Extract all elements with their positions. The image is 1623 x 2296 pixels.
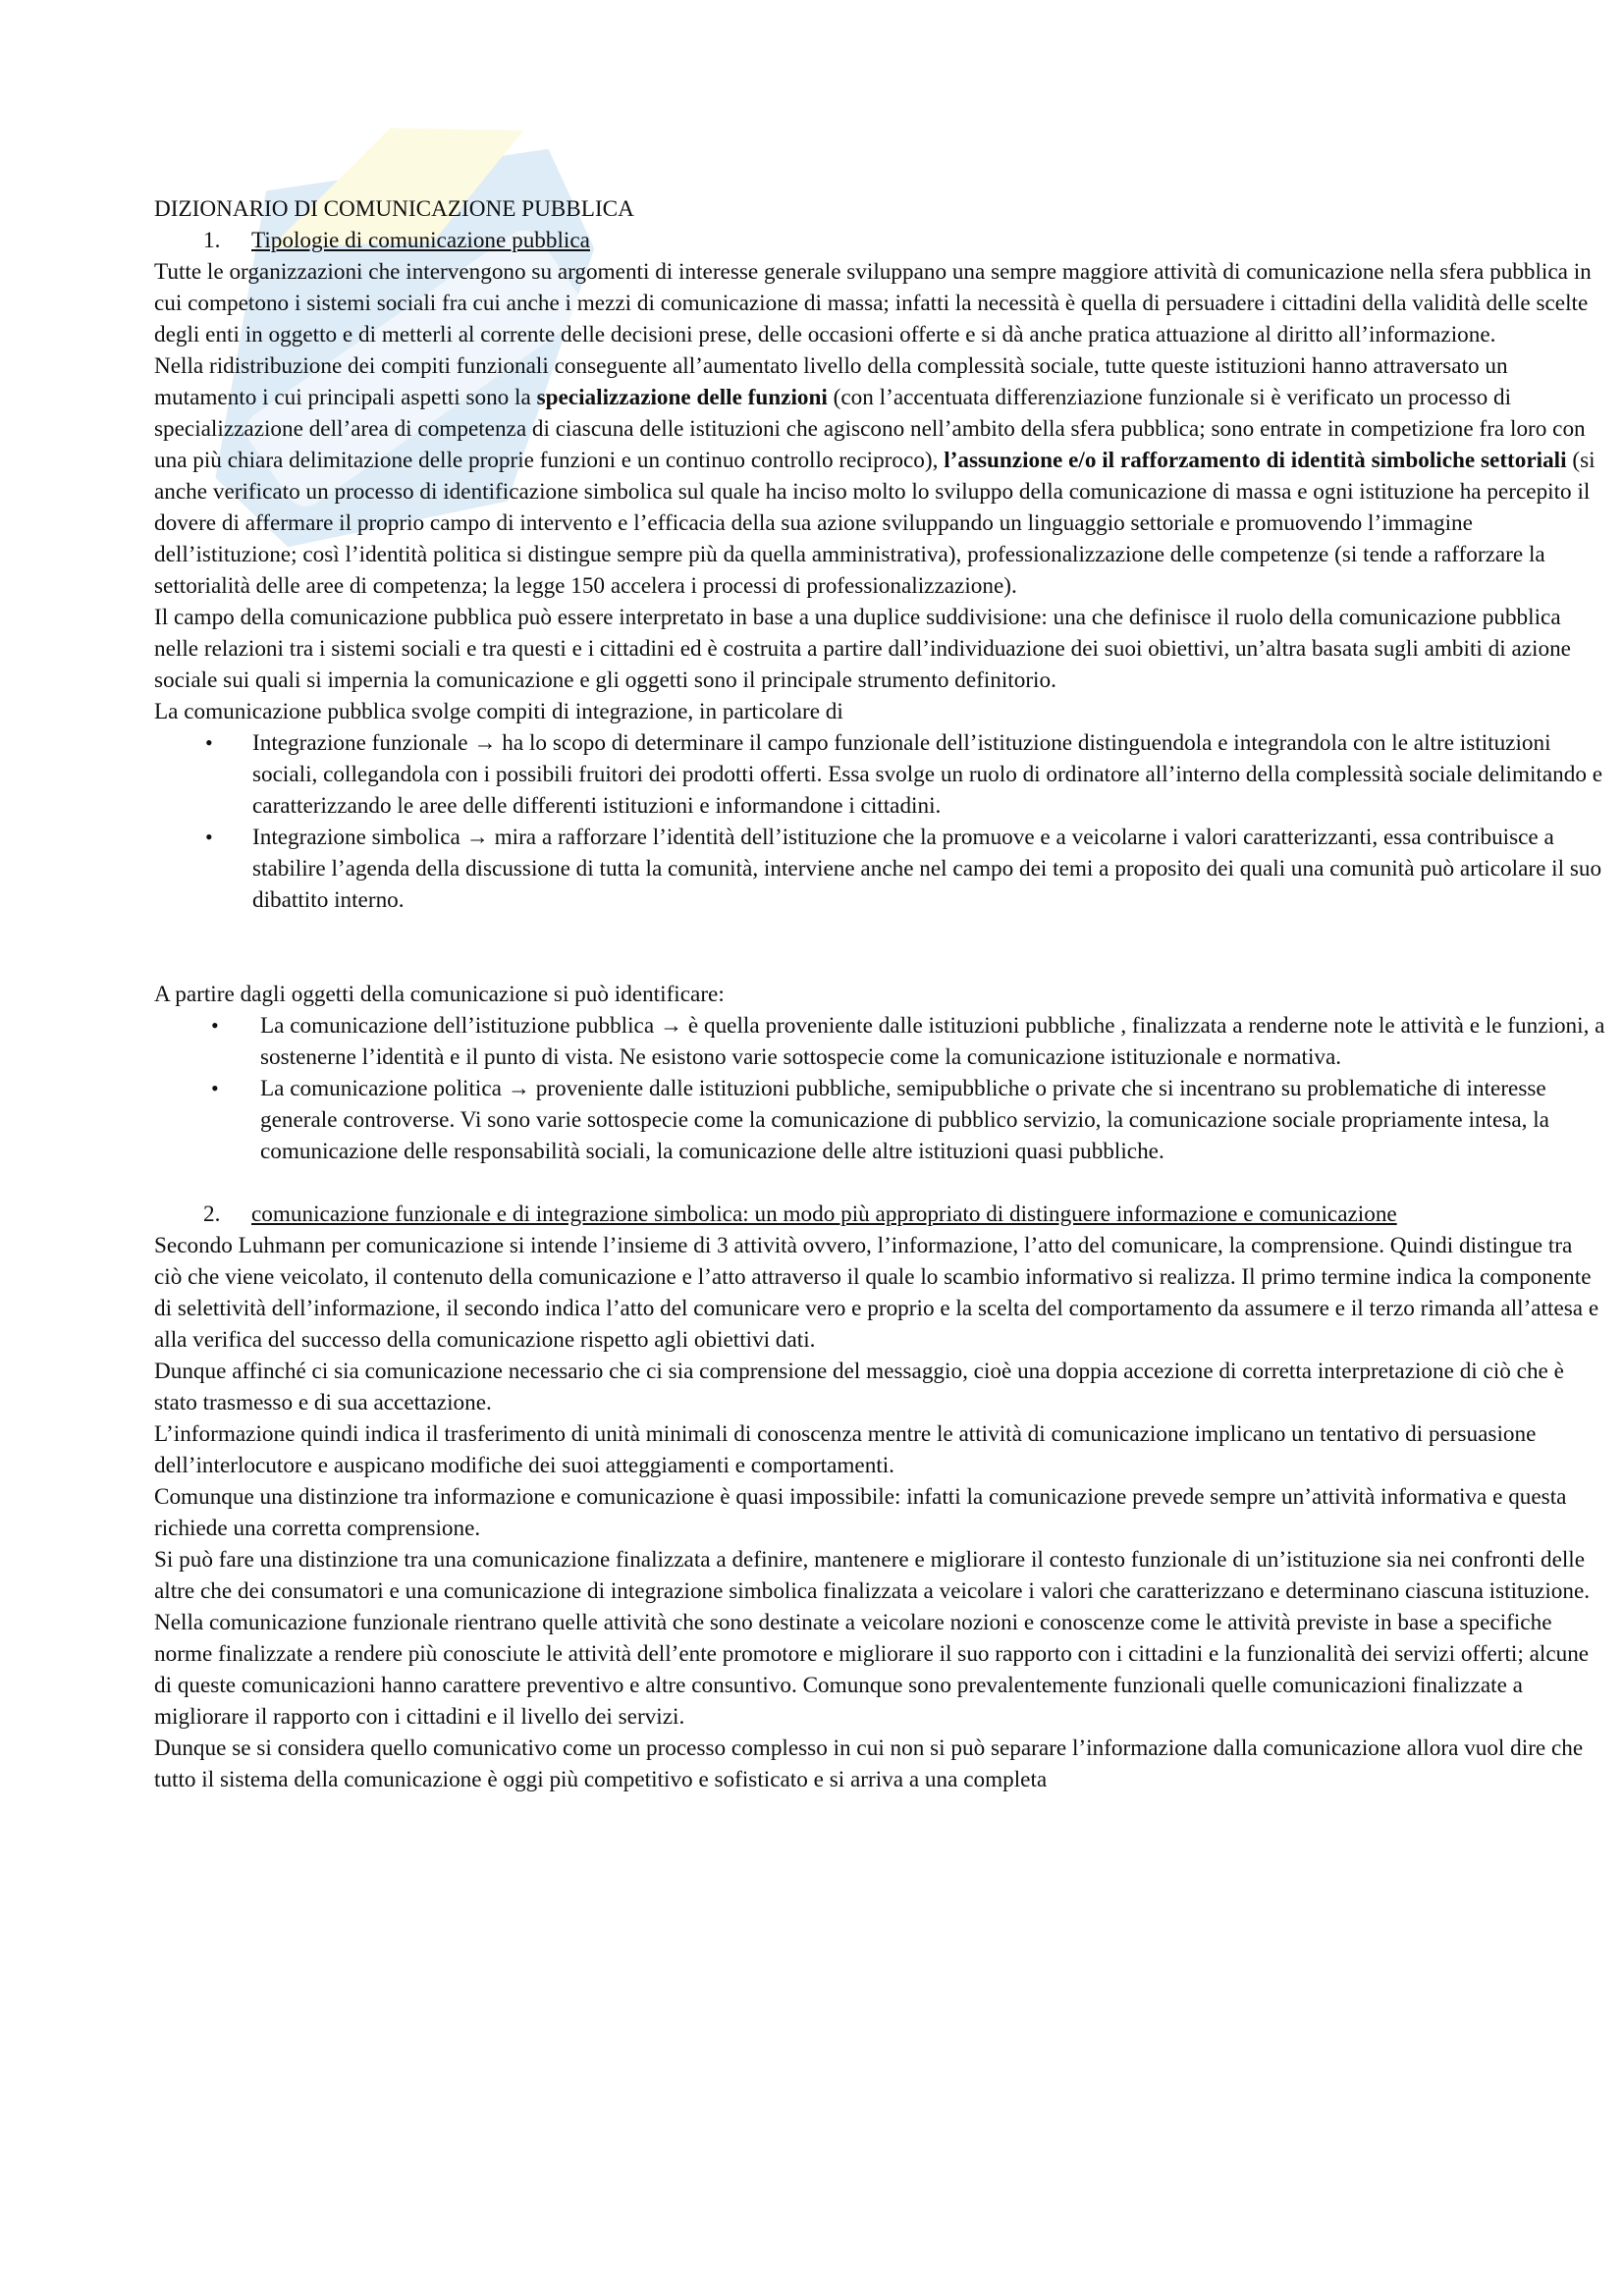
paragraph: Nella comunicazione funzionale rientrano quelle attività che sono destinate a veicolare nozioni e conoscenze come le attività previste in base a specifiche norme finalizzate a rendere più conosciute le attività dell’ente promotore e migliorare il suo rapporto con i cittadini e la funzionalità dei servizi offerti; alcune di queste comunicazioni hanno carattere preventivo e altre consuntivo. Comunque sono prevalentemente funzionali quelle comunicazioni finalizzate a migliorare il rapporto con i cittadini e il livello dei servizi.	[154, 1610, 1590, 1730]
objects-list	[154, 1010, 1605, 1167]
bullet-icon: •	[211, 1076, 219, 1100]
section1-heading-text: Tipologie di comunicazione pubblica	[251, 228, 590, 253]
paragraph: Dunque affinché ci sia comunicazione necessario che ci sia comprensione del messaggio, cioè una doppia accezione di corretta interpretazione di ciò che è stato trasmesso e di sua accettazione.	[154, 1359, 1564, 1415]
spacer	[154, 916, 1605, 979]
paragraph: Si può fare una distinzione tra una comunicazione finalizzata a definire, mantenere e migliorare il contesto funzionale di un’istituzione sia nei confronti delle altre che dei consumatori e una comunicazione di integrazione simbolica finalizzata a veicolare i valori che caratterizzano e determinano ciascuna istituzione.	[154, 1547, 1591, 1604]
text-run: (con l’accentuata differenziazione funzionale si è verificato un processo di specializzazione dell’area di competenza di ciascuna delle istituzioni che agiscono nell’ambito della sfera pubblica; sono entrate in competizione fra loro con una più chiara delimitazione delle proprie funzioni e un continuo controllo reciproco),	[154, 385, 1586, 473]
section2-number: 2.	[203, 1201, 221, 1227]
paragraph-with-bold	[154, 350, 1605, 602]
document-title: DIZIONARIO DI COMUNICAZIONE PUBBLICA	[154, 196, 634, 222]
document-page	[154, 193, 1605, 1795]
list-item-text: Integrazione funzionale → ha lo scopo di determinare il campo funzionale dell’istituzione distinguendola e integrandola con le altre istituzioni sociali, collegandola con i possibili fruitori dei prodotti offerti. Essa svolge un ruolo di ordinatore all’interno della complessità sociale delimitando e caratterizzando le aree delle differenti istituzioni e informandone i cittadini.	[252, 730, 1603, 819]
paragraph: Comunque una distinzione tra informazione e comunicazione è quasi impossibile: infatti la comunicazione prevede sempre un’attività informativa e questa richiede una corretta comprensione.	[154, 1484, 1567, 1541]
paragraph: A partire dagli oggetti della comunicazione si può identificare:	[154, 982, 725, 1007]
bold-term: specializzazione delle funzioni	[536, 385, 828, 410]
paragraph: Secondo Luhmann per comunicazione si intende l’insieme di 3 attività ovvero, l’informazione, l’atto del comunicare, la comprensione. Quindi distingue tra ciò che viene veicolato, il contenuto della comunicazione e l’atto attraverso il quale lo scambio informativo si realizza. Il primo termine indica la componente di selettività dell’informazione, il secondo indica l’atto del comunicare vero e proprio e la scelta del comportamento da assumere e il terzo rimanda all’attesa e alla verifica del successo della comunicazione rispetto agli obiettivi dati.	[154, 1233, 1599, 1353]
spacer	[154, 1167, 1605, 1199]
list-item-text: La comunicazione politica → proveniente dalle istituzioni pubbliche, semipubbliche o private che si incentrano su problematiche di interesse generale controverse. Vi sono varie sottospecie come la comunicazione di pubblico servizio, la comunicazione sociale propriamente intesa, la comunicazione delle responsabilità sociali, la comunicazione delle altre istituzioni quasi pubbliche.	[260, 1076, 1549, 1164]
text-run: Nella ridistribuzione dei compiti funzionali conseguente all’aumentato livello della complessità sociale, tutte queste istituzioni hanno attraversato un mutamento i cui principali aspetti sono la	[154, 353, 1508, 410]
list-item	[154, 727, 1605, 822]
bullet-icon: •	[211, 1013, 219, 1038]
list-item-text: La comunicazione dell’istituzione pubblica → è quella proveniente dalle istituzioni pubbliche , finalizzata a renderne note le attività e le funzioni, a sostenerne l’identità e il punto di vista. Ne esistono varie sottospecie come la comunicazione istituzionale e normativa.	[260, 1013, 1605, 1070]
bold-term: l’assunzione e/o il rafforzamento di identità simboliche settoriali	[944, 448, 1567, 473]
text-run: (si anche verificato un processo di identificazione simbolica sul quale ha inciso molto lo sviluppo della comunicazione di massa e ogni istituzione ha percepito il dovere di affermare il proprio campo di intervento e l’efficacia della sua azione sviluppando un linguaggio settoriale e promuovendo l’immagine dell’istituzione; così l’identità politica si distingue sempre più da quella amministrativa), professionalizzazione delle competenze (si tende a rafforzare la settorialità delle aree di competenza; la legge 150 accelera i processi di professionalizzazione).	[154, 448, 1596, 599]
list-item	[154, 1073, 1605, 1167]
paragraph: Dunque se si considera quello comunicativo come un processo complesso in cui non si può separare l’informazione dalla comunicazione allora vuol dire che tutto il sistema della comunicazione è oggi più competitivo e sofisticato e si arriva a una completa	[154, 1735, 1584, 1792]
paragraph: Il campo della comunicazione pubblica può essere interpretato in base a una duplice suddivisione: una che definisce il ruolo della comunicazione pubblica nelle relazioni tra i sistemi sociali e tra questi e i cittadini ed è costruita a partire dall’individuazione dei suoi obiettivi, un’altra basata sugli ambiti di azione sociale sui quali si impernia la comunicazione e gli oggetti sono il principale strumento definitorio.	[154, 605, 1571, 693]
integration-list	[154, 727, 1605, 916]
list-item	[154, 822, 1605, 916]
section1-heading	[154, 225, 1605, 256]
bullet-icon: •	[205, 730, 213, 755]
paragraph: L’informazione quindi indica il trasferimento di unità minimali di conoscenza mentre le attività di comunicazione implicano un tentativo di persuasione dell’interlocutore e auspicano modifiche dei suoi atteggiamenti e comportamenti.	[154, 1421, 1537, 1478]
paragraph: La comunicazione pubblica svolge compiti di integrazione, in particolare di	[154, 699, 843, 724]
paragraph: Tutte le organizzazioni che intervengono su argomenti di interesse generale sviluppano una sempre maggiore attività di comunicazione nella sfera pubblica in cui competono i sistemi sociali fra cui anche i mezzi di comunicazione di massa; infatti la necessità è quella di persuadere i cittadini della validità delle scelte degli enti in oggetto e di metterli al corrente delle decisioni prese, delle occasioni offerte e si dà anche pratica attuazione al diritto all’informazione.	[154, 259, 1592, 347]
bullet-icon: •	[205, 825, 213, 849]
section2-heading-text: comunicazione funzionale e di integrazione simbolica: un modo più appropriato di distinguere informazione e comunicazione	[251, 1201, 1397, 1227]
list-item	[154, 1010, 1605, 1073]
section1-number: 1.	[203, 228, 221, 253]
list-item-text: Integrazione simbolica → mira a rafforzare l’identità dell’istituzione che la promuove e a veicolarne i valori caratterizzanti, essa contribuisce a stabilire l’agenda della discussione di tutta la comunità, interviene anche nel campo dei temi a proposito dei quali una comunità può articolare il suo dibattito interno.	[252, 825, 1602, 913]
section2-heading	[154, 1199, 1605, 1230]
